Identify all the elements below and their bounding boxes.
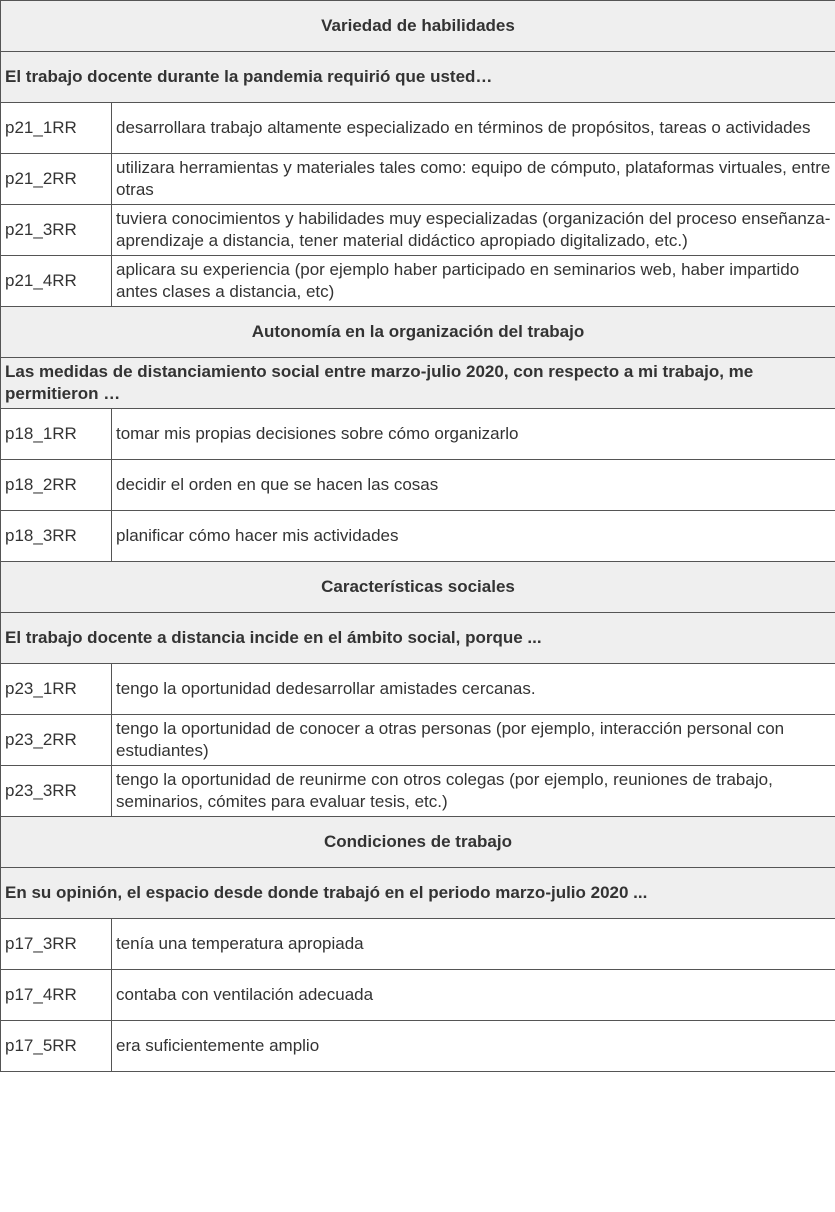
item-text: utilizara herramientas y materiales tales como: equipo de cómputo, plataformas virtuales, entre otras: [112, 154, 835, 205]
section-header-row: [1, 1, 835, 52]
section-title: Autonomía en la organización del trabajo: [1, 307, 835, 358]
item-text: desarrollara trabajo altamente especializado en términos de propósitos, tareas o actividades: [112, 103, 835, 154]
table-row: [1, 766, 835, 817]
item-text: tenía una temperatura apropiada: [112, 919, 835, 970]
item-code: p17_3RR: [1, 919, 112, 970]
table-row: [1, 205, 835, 256]
section-question-row: [1, 358, 835, 409]
section-question: El trabajo docente durante la pandemia requirió que usted…: [1, 52, 835, 103]
item-text: tengo la oportunidad dedesarrollar amistades cercanas.: [112, 664, 835, 715]
item-text: tuviera conocimientos y habilidades muy especializadas (organización del proceso enseñanza-aprendizaje a distancia, tener material didáctico apropiado digitalizado, etc.): [112, 205, 835, 256]
table-row: [1, 409, 835, 460]
item-code: p21_2RR: [1, 154, 112, 205]
item-text: aplicara su experiencia (por ejemplo haber participado en seminarios web, haber impartido antes clases a distancia, etc): [112, 256, 835, 307]
item-code: p17_5RR: [1, 1021, 112, 1072]
item-text: planificar cómo hacer mis actividades: [112, 511, 835, 562]
item-text: contaba con ventilación adecuada: [112, 970, 835, 1021]
table-row: [1, 103, 835, 154]
section-title: Condiciones de trabajo: [1, 817, 835, 868]
table-row: [1, 1021, 835, 1072]
item-code: p23_2RR: [1, 715, 112, 766]
item-code: p21_3RR: [1, 205, 112, 256]
table-row: [1, 460, 835, 511]
item-code: p18_3RR: [1, 511, 112, 562]
table-row: [1, 154, 835, 205]
item-text: decidir el orden en que se hacen las cosas: [112, 460, 835, 511]
section-question-row: [1, 613, 835, 664]
table-row: [1, 511, 835, 562]
item-code: p23_1RR: [1, 664, 112, 715]
section-question: Las medidas de distanciamiento social entre marzo-julio 2020, con respecto a mi trabajo, me permitieron …: [1, 358, 835, 409]
item-code: p23_3RR: [1, 766, 112, 817]
item-text: tengo la oportunidad de reunirme con otros colegas (por ejemplo, reuniones de trabajo, seminarios, cómites para evaluar tesis, etc.): [112, 766, 835, 817]
item-text: tengo la oportunidad de conocer a otras personas (por ejemplo, interacción personal con estudiantes): [112, 715, 835, 766]
section-header-row: [1, 307, 835, 358]
section-question-row: [1, 52, 835, 103]
section-title: Variedad de habilidades: [1, 1, 835, 52]
item-text: era suficientemente amplio: [112, 1021, 835, 1072]
item-code: p18_1RR: [1, 409, 112, 460]
table-row: [1, 664, 835, 715]
table-row: [1, 715, 835, 766]
table-row: [1, 919, 835, 970]
section-question: En su opinión, el espacio desde donde trabajó en el periodo marzo-julio 2020 ...: [1, 868, 835, 919]
section-question: El trabajo docente a distancia incide en el ámbito social, porque ...: [1, 613, 835, 664]
item-code: p17_4RR: [1, 970, 112, 1021]
item-code: p21_4RR: [1, 256, 112, 307]
table-row: [1, 256, 835, 307]
item-text: tomar mis propias decisiones sobre cómo organizarlo: [112, 409, 835, 460]
table-row: [1, 970, 835, 1021]
item-code: p18_2RR: [1, 460, 112, 511]
section-header-row: [1, 817, 835, 868]
item-code: p21_1RR: [1, 103, 112, 154]
section-header-row: [1, 562, 835, 613]
section-question-row: [1, 868, 835, 919]
section-title: Características sociales: [1, 562, 835, 613]
